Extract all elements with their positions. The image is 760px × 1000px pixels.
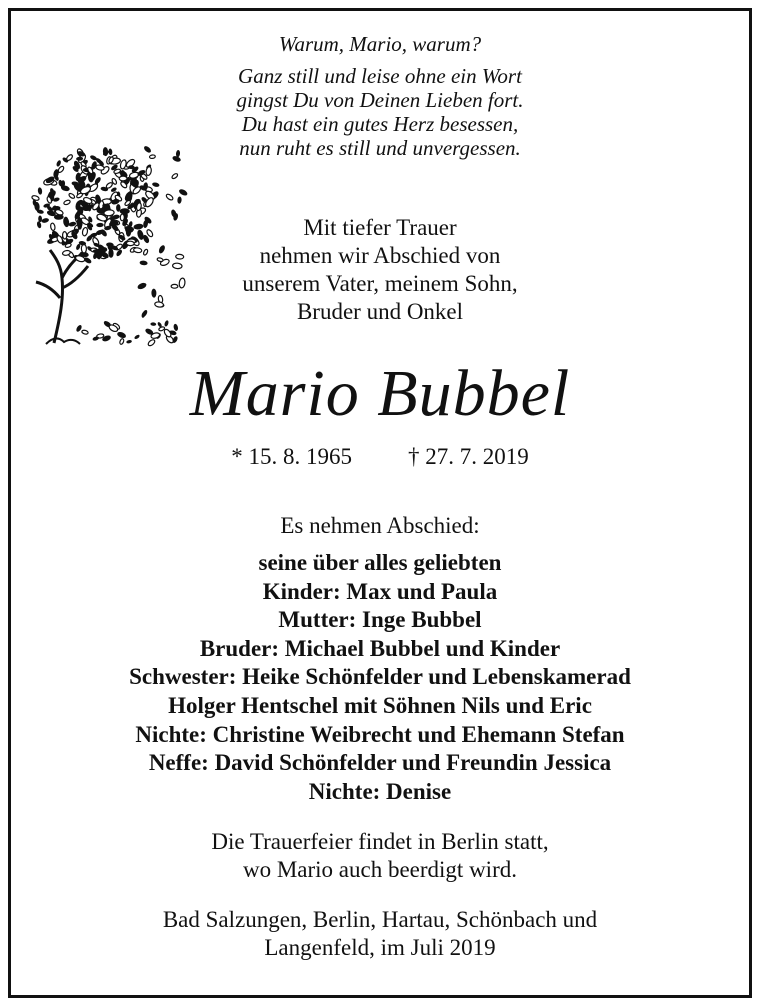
poem-line: Warum, Mario, warum? xyxy=(278,32,482,56)
mourner-line: seine über alles geliebten xyxy=(258,550,502,575)
poem-line: nun ruht es still und unvergessen. xyxy=(239,136,521,160)
place-line: Langenfeld, im Juli 2019 xyxy=(264,935,496,960)
tree-with-falling-leaves-icon xyxy=(16,138,188,350)
life-dates xyxy=(0,442,760,472)
place-line: Bad Salzungen, Berlin, Hartau, Schönbach und xyxy=(162,907,598,932)
mourner-line: Kinder: Max und Paula xyxy=(262,578,498,604)
death-date: † 27. 7. 2019 xyxy=(408,444,529,469)
birth-date: * 15. 8. 1965 xyxy=(231,444,352,469)
funeral-info xyxy=(0,828,760,884)
intro-line: Mit tiefer Trauer xyxy=(303,215,457,240)
poem xyxy=(170,32,590,160)
intro-line: unserem Vater, meinem Sohn, xyxy=(242,271,518,296)
deceased-name: Mario Bubbel xyxy=(189,357,571,430)
mourner-line: Schwester: Heike Schönfelder und Lebenskamerad xyxy=(129,664,631,690)
mourner-line: Neffe: David Schönfelder und Freundin Jessica xyxy=(148,750,612,776)
place-and-date xyxy=(0,906,760,962)
intro-line: Bruder und Onkel xyxy=(296,299,464,324)
mourner-line: Nichte: Christine Weibrecht und Ehemann Stefan xyxy=(135,721,625,747)
poem-line: Du hast ein gutes Herz besessen, xyxy=(241,112,519,136)
poem-line: Ganz still und leise ohne ein Wort xyxy=(238,64,522,88)
mourners-list xyxy=(0,549,760,806)
funeral-line: wo Mario auch beerdigt wird. xyxy=(242,857,517,882)
mourner-line: Holger Hentschel mit Söhnen Nils und Eric xyxy=(168,692,592,718)
poem-line: gingst Du von Deinen Lieben fort. xyxy=(236,88,524,112)
intro-line: nehmen wir Abschied von xyxy=(259,243,501,268)
intro-text xyxy=(205,214,555,326)
mourner-line: Mutter: Inge Bubbel xyxy=(278,607,482,633)
funeral-line: Die Trauerfeier findet in Berlin statt, xyxy=(211,829,549,854)
mourner-line: Nichte: Denise xyxy=(308,778,452,804)
mourners-heading: Es nehmen Abschied: xyxy=(280,513,480,538)
mourner-line: Bruder: Michael Bubbel und Kinder xyxy=(199,635,561,661)
